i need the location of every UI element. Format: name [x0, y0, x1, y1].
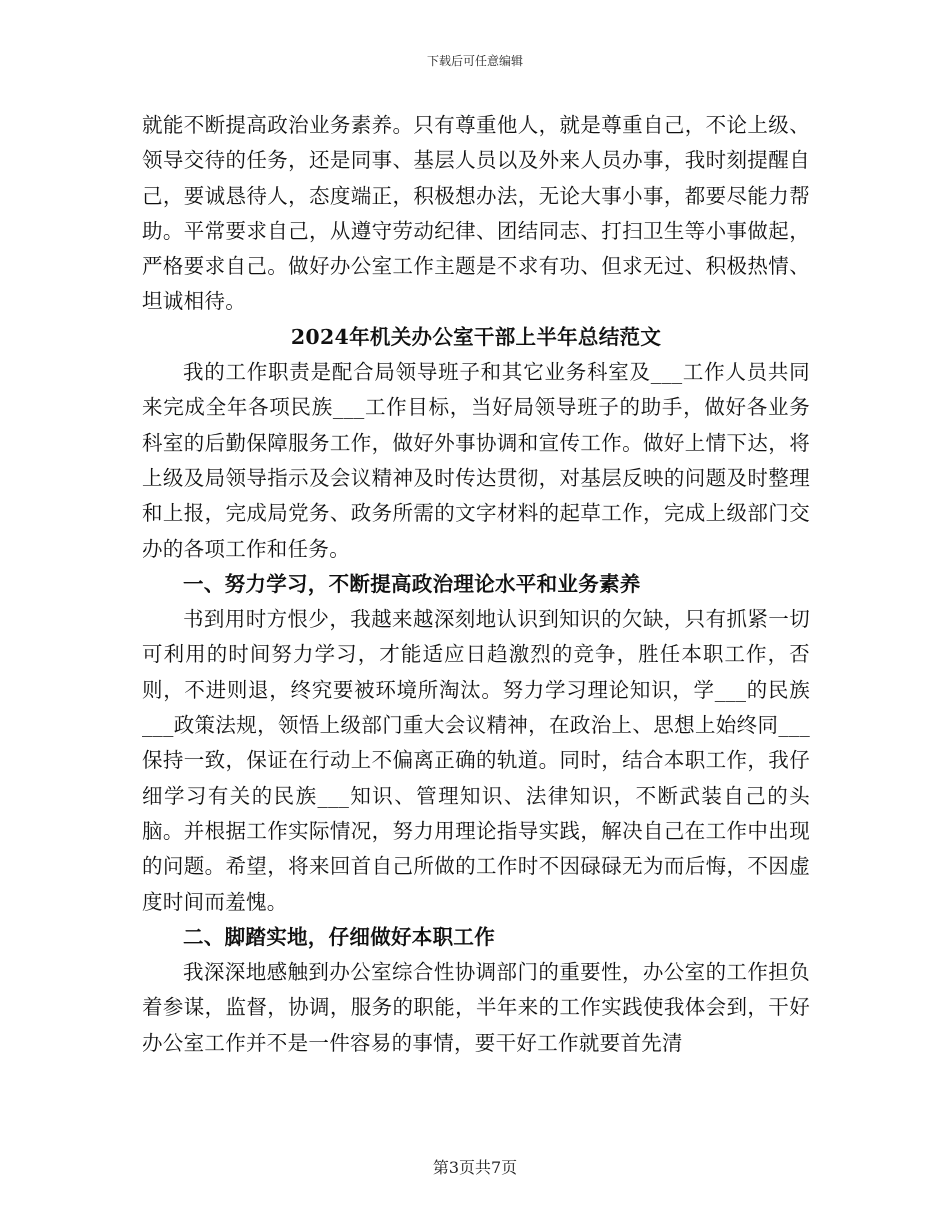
- document-body: [142, 108, 810, 1061]
- article-title: 2024年机关办公室干部上半年总结范文: [290, 324, 662, 349]
- section-heading-1: 一、努力学习，不断提高政治理论水平和业务素养: [183, 571, 641, 596]
- section-1-paragraph: 书到用时方恨少，我越来越深刻地认识到知识的欠缺，只有抓紧一切可利用的时间努力学习，才能适应日趋激烈的竞争，胜任本职工作，否则，不进则退，终究要被环境所淘汰。努力学习理论知识，学___的民族___政策法规，领悟上级部门重大会议精神，在政治上、思想上始终同___保持一致，保证在行动上不偏离正确的轨道。同时，结合本职工作，我仔细学习有关的民族___知识、管理知识、法律知识，不断武装自己的头脑。并根据工作实际情况，努力用理论指导实践，解决自己在工作中出现的问题。希望，将来回首自己所做的工作时不因碌碌无为而后悔，不因虚度时间而羞愧。: [142, 607, 810, 914]
- intro-paragraph: 我的工作职责是配合局领导班子和其它业务科室及___工作人员共同来完成全年各项民族___工作目标，当好局领导班子的助手，做好各业务科室的后勤保障服务工作，做好外事协调和宣传工作。做好上情下达，将上级及局领导指示及会议精神及时传达贯彻，对基层反映的问题及时整理和上报，完成局党务、政务所需的文字材料的起草工作，完成上级部门交办的各项工作和任务。: [142, 360, 810, 561]
- page-header: 下载后可任意编辑: [426, 54, 523, 68]
- continuation-paragraph: 就能不断提高政治业务素养。只有尊重他人，就是尊重自己，不论上级、领导交待的任务，还是同事、基层人员以及外来人员办事，我时刻提醒自己，要诚恳待人，态度端正，积极想办法，无论大事小事，都要尽能力帮助。平常要求自己，从遵守劳动纪律、团结同志、打扫卫生等小事做起，严格要求自己。做好办公室工作主题是不求有功、但求无过、积极热情、坦诚相待。: [142, 113, 810, 314]
- section-heading-2: 二、脚踏实地，仔细做好本职工作: [183, 924, 495, 949]
- section-2-paragraph: 我深深地感触到办公室综合性协调部门的重要性，办公室的工作担负着参谋，监督，协调，服务的职能，半年来的工作实践使我体会到，干好办公室工作并不是一件容易的事情，要干好工作就要首先清: [142, 960, 810, 1055]
- page-number-footer: 第3页共7页: [432, 1158, 518, 1177]
